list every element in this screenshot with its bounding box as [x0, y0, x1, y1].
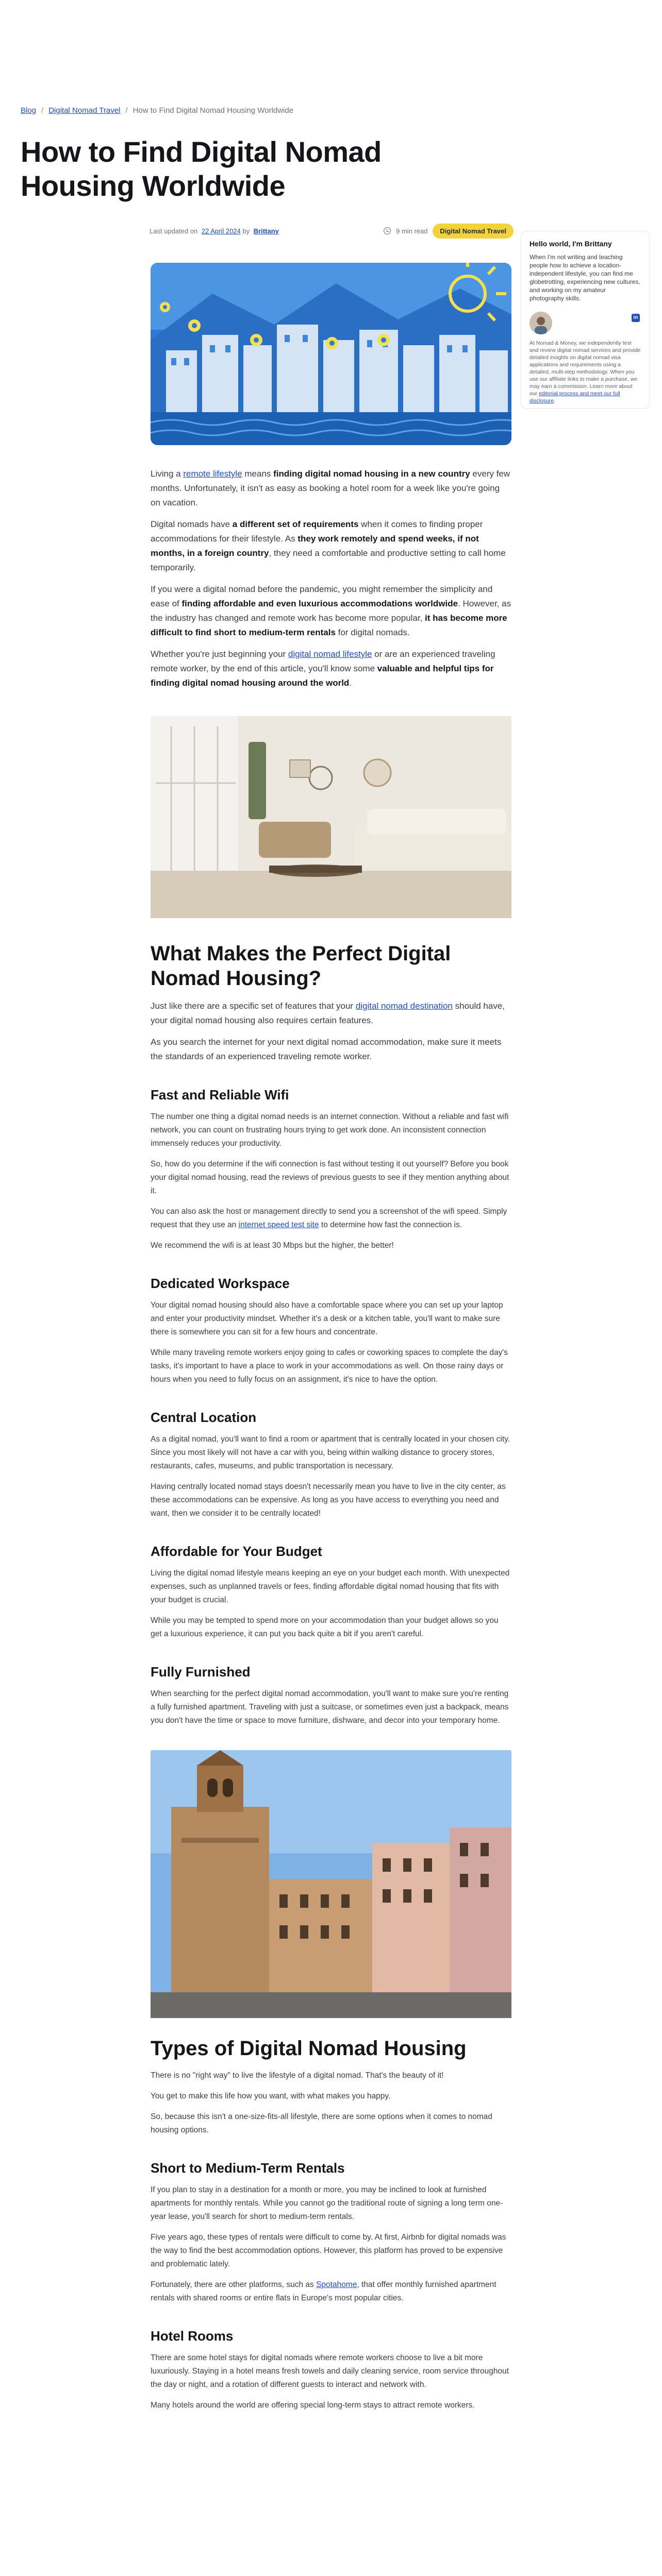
text: Whether you're just beginning your: [151, 649, 288, 659]
intro-paragraph: [151, 517, 511, 575]
remote-lifestyle-link[interactable]: remote lifestyle: [183, 469, 242, 479]
affiliate-disclosure: [529, 340, 641, 404]
text: when it comes to finding proper accommodations for their lifestyle. As: [151, 519, 483, 544]
paragraph: [151, 2278, 511, 2305]
text: means: [242, 469, 274, 479]
digital-nomad-lifestyle-link[interactable]: digital nomad lifestyle: [288, 649, 372, 659]
text: or are an experienced traveling remote worker, by the end of this article, you'll know some: [151, 649, 495, 673]
paragraph: Five years ago, these types of rentals were difficult to come by. At first, Airbnb for digital nomads was the way to find the best accommodation options. However, this platform has proved to be expensive and problematic lately.: [151, 2233, 506, 2268]
breadcrumb: [21, 106, 293, 115]
paragraph: [151, 999, 511, 1028]
author-bio: When I'm not writing and teaching people how to achieve a location-independent lifestyle, you can find me globetrotting, experiencing new cultures, and working on my amateur photography skills.: [529, 253, 640, 302]
paragraph: We recommend the wifi is at least 30 Mbps but the higher, the better!: [151, 1241, 394, 1250]
paragraph: [151, 1205, 511, 1232]
digital-nomad-destination-link[interactable]: digital nomad destination: [355, 1001, 453, 1011]
bold-text: it has become more difficult to find short to medium-term rentals: [151, 613, 507, 637]
page-title: How to Find Digital Nomad Housing Worldwide: [21, 135, 382, 202]
bold-text: finding affordable and even luxurious accommodations worldwide: [181, 599, 458, 608]
hero-illustration: [151, 263, 511, 445]
buildings-illustration: [151, 1750, 511, 2018]
section-heading: What Makes the Perfect Digital Nomad Housing?: [151, 942, 451, 990]
paragraph: So, how do you determine if the wifi connection is fast without testing it out yourself? Before you book your digital nomad housing, read the reviews of previous guests to see if they mention anything about it.: [151, 1160, 509, 1195]
speed-test-link[interactable]: internet speed test site: [238, 1221, 319, 1229]
paragraph: There is no "right way" to live the lifestyle of a digital nomad. That's the beauty of it!: [151, 2071, 444, 2080]
paragraph: While many traveling remote workers enjoy going to cafes or coworking spaces to complete the day's tasks, it's important to have a place to work in your accommodations as well. On those rainy days or hours when you need to fully focus on an assignment, it's nice to have the option.: [151, 1348, 508, 1384]
text: Fortunately, there are other platforms, such as: [151, 2280, 317, 2289]
text: for digital nomads.: [335, 628, 410, 637]
paragraph: When searching for the perfect digital nomad accommodation, you'll want to make sure you're renting a fully furnished apartment. Traveling with just a suitcase, or sometimes even just a backpack, means you don't have the time or space to move furniture, dishware, and decor into your temporary home.: [151, 1689, 509, 1725]
author-card: [521, 231, 650, 409]
living-room-image: [151, 716, 511, 921]
intro-paragraph: [151, 582, 511, 640]
bold-text: valuable and helpful tips for finding digital nomad housing around the world: [151, 664, 494, 688]
paragraph: So, because this isn't a one-size-fits-all lifestyle, there are some options when it comes to nomad housing options.: [151, 2112, 492, 2134]
text: You can also ask the host or management directly to send you a screenshot of the wifi speed. Simply request that they use an: [151, 1207, 507, 1229]
clock-icon: [384, 227, 391, 234]
text: .: [349, 678, 352, 688]
paragraph: Living the digital nomad lifestyle means keeping an eye on your budget each month. With unexpected expenses, such as unplanned travels or fees, finding affordable digital nomad housing that fits with your budget is crucial.: [151, 1569, 510, 1604]
text: every few months. Unfortunately, it isn't as easy as booking a hotel room for a week like you're going on vacation.: [151, 469, 510, 507]
paragraph: While you may be tempted to spend more on your accommodation than your budget allows so you get a luxurious experience, it can put you back quite a bit if you aren't careful.: [151, 1616, 499, 1638]
intro-paragraph: [151, 467, 511, 510]
updated-prefix: Last updated on: [150, 227, 198, 235]
breadcrumb-separator: /: [41, 106, 44, 115]
updated-date-link[interactable]: 22 April 2024: [201, 227, 241, 235]
text: . However, as the industry has changed and remote work has become more popular,: [151, 599, 511, 623]
paragraph: As a digital nomad, you'll want to find a room or apartment that is centrally located in your chosen city. Since you most likely will not have a car with you, being within walking distance to grocery stores, restaurants, cafes, museums, and public transportation is necessary.: [151, 1435, 510, 1470]
subsection-heading: Fast and Reliable Wifi: [151, 1087, 289, 1103]
article-meta: [150, 222, 514, 240]
paragraph: There are some hotel stays for digital nomads where remote workers choose to live a bit more luxuriously. Staying in a hotel means fresh towels and daily cleaning service, room service throughout the day or night, and a rotation of different guests to interact and network with.: [151, 2353, 509, 2389]
avatar: [529, 312, 552, 334]
disclosure-link[interactable]: editorial process and meet our full disclosure: [529, 391, 620, 404]
breadcrumb-blog-link[interactable]: Blog: [21, 106, 37, 115]
paragraph: The number one thing a digital nomad needs is an internet connection. Without a reliable and fast wifi network, you can count on frustrating hours trying to get work done. An inconsistent connection immensely reduces your productivity.: [151, 1112, 509, 1148]
subsection-heading: Hotel Rooms: [151, 2328, 234, 2344]
subsection-heading: Central Location: [151, 1410, 257, 1425]
breadcrumb-category-link[interactable]: Digital Nomad Travel: [48, 106, 121, 115]
bold-text: a different set of requirements: [232, 519, 359, 529]
paragraph: If you plan to stay in a destination for a month or more, you may be inclined to look at furnished apartments for monthly rentals. While you cannot go the traditional route of signing a long term one-year lease, you'll search for short to medium-term rentals.: [151, 2185, 503, 2221]
text: , they need a comfortable and productive setting to call home temporarily.: [151, 548, 506, 572]
living-room-illustration: [151, 716, 511, 918]
last-updated: [150, 227, 279, 235]
text: Living a: [151, 469, 184, 479]
intro-paragraph: [151, 647, 511, 690]
bold-text: they work remotely and spend weeks, if not months, in a foreign country: [151, 534, 479, 558]
text: should have, your digital nomad housing also requires certain features.: [151, 1001, 505, 1025]
category-tag[interactable]: Digital Nomad Travel: [433, 224, 514, 239]
paragraph: Having centrally located nomad stays doesn't necessarily mean you have to live in the city center, as these accommodations can be expensive. As long as you have access to everything you need and want, then we consider it to be centrally located!: [151, 1482, 506, 1518]
read-time: 9 min read: [395, 227, 428, 235]
bold-text: finding digital nomad housing in a new country: [273, 469, 470, 479]
article-body: [151, 467, 511, 2419]
text: Digital nomads have: [151, 519, 233, 529]
author-greeting: Hello world, I'm Brittany: [529, 240, 612, 248]
text: Just like there are a specific set of features that your: [151, 1001, 356, 1011]
text: , that offer monthly furnished apartment rentals with shared rooms or entire flats in Europe's most popular cities.: [151, 2280, 496, 2302]
hero-image: [151, 263, 511, 445]
subsection-heading: Dedicated Workspace: [151, 1276, 290, 1291]
linkedin-icon[interactable]: in: [632, 314, 640, 322]
text: If you were a digital nomad before the pandemic, you might remember the simplicity and ease of: [151, 584, 493, 608]
breadcrumb-current: How to Find Digital Nomad Housing Worldwide: [133, 106, 294, 115]
breadcrumb-separator: /: [125, 106, 128, 115]
by-label: by: [242, 227, 250, 235]
subsection-heading: Affordable for Your Budget: [151, 1544, 322, 1559]
meta-right: [384, 224, 514, 239]
subsection-heading: Short to Medium-Term Rentals: [151, 2160, 345, 2176]
paragraph: Your digital nomad housing should also have a comfortable space where you can set up your laptop and enter your productivity mindset. Whether it's a desk or a kitchen table, you'll want to make sure there is somewhere you can sit for a few hours and concentrate.: [151, 1301, 503, 1336]
author-link[interactable]: Brittany: [253, 227, 279, 235]
disclosure-suffix: .: [554, 398, 556, 404]
text: to determine how fast the connection is.: [319, 1221, 462, 1229]
avatar-image: [529, 312, 552, 334]
section-heading: Types of Digital Nomad Housing: [151, 2037, 467, 2060]
disclosure-text: At Nomad & Money, we independently test and review digital nomad services and provide detailed insights on digital nomad visa applications and requirements using a detailed, multi-step methodology. When you use our affiliate links to make a purchase, we may earn a commission. Learn more about our: [529, 340, 641, 397]
paragraph: Many hotels around the world are offering special long-term stays to attract remote workers.: [151, 2401, 475, 2410]
paragraph: You get to make this life how you want, with what makes you happy.: [151, 2092, 391, 2100]
italian-buildings-image: [151, 1750, 511, 2021]
subsection-heading: Fully Furnished: [151, 1664, 251, 1680]
paragraph: As you search the internet for your next digital nomad accommodation, make sure it meets the standards of an experienced traveling remote worker.: [151, 1037, 502, 1061]
spotahome-link[interactable]: Spotahome: [316, 2280, 357, 2289]
